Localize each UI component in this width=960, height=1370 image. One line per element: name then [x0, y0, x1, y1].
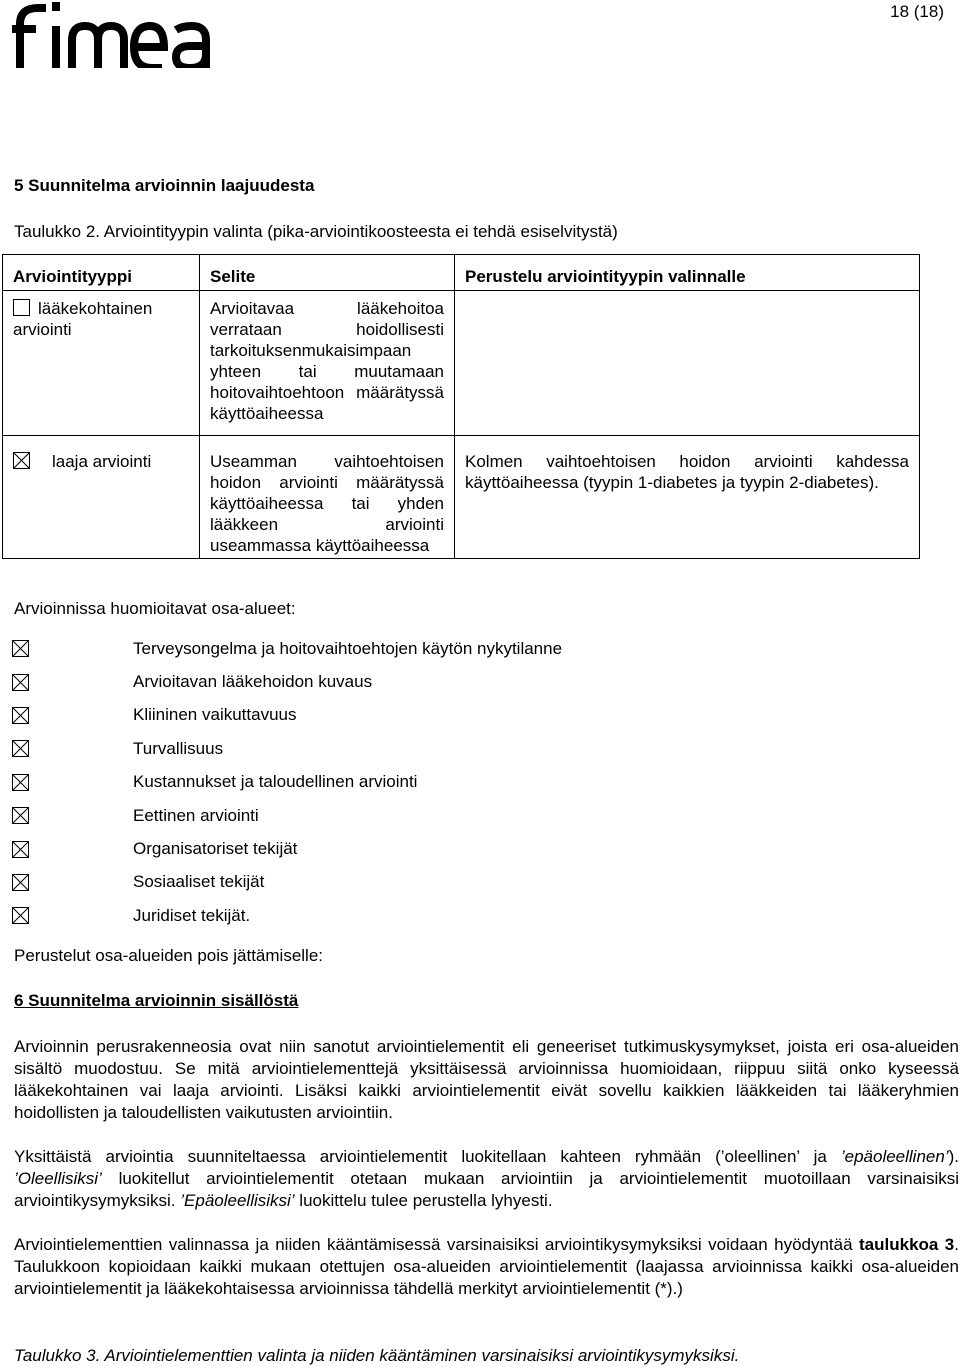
type-label: laaja arviointi [52, 452, 152, 471]
area-label: Juridiset tekijät. [133, 905, 251, 925]
area-label: Turvallisuus [133, 738, 224, 758]
list-item [12, 699, 562, 732]
checkbox-checked-icon[interactable] [12, 674, 29, 691]
area-label: Sosiaaliset tekijät [133, 872, 265, 892]
area-label: Kustannukset ja taloudellinen arviointi [133, 772, 418, 792]
fimea-logo [12, 2, 217, 68]
checkbox-checked-icon[interactable] [12, 841, 29, 858]
list-item [12, 732, 562, 765]
checkbox-checked-icon[interactable] [12, 640, 29, 657]
area-label: Arvioitavan lääkehoidon kuvaus [133, 672, 373, 692]
section-6-heading: 6 Suunnitelma arvioinnin sisällöstä [14, 991, 299, 1010]
list-item [12, 766, 562, 799]
list-item [12, 832, 562, 865]
header-type: Arviointityyppi [3, 255, 200, 291]
list-item [12, 866, 562, 899]
table-3-caption: Taulukko 3. Arviointielementtien valinta ja niiden kääntäminen varsinaisiksi arviointikysymyksiksi. [14, 1346, 740, 1365]
checkbox-checked-icon[interactable] [13, 452, 30, 469]
area-label: Terveysongelma ja hoitovaihtoehtojen käytön nykytilanne [133, 638, 563, 658]
area-label: Organisatoriset tekijät [133, 839, 298, 859]
paragraph-1: Arvioinnin perusrakenneosia ovat niin sanotut arviointielementit eli geneeriset tutkimuskysymykset, joista eri osa-alueiden sisältö muodostuu. Se mitä arviointielementtejä yksittäisessä arvioinnissa huomioidaan, riippuu siitä onko kyseessä lääkekohtainen vai laaja arviointi. Lisäksi kaikki arviointielementit eivät sovellu kaikkien lääkkeiden tai lääkeryhmien hoidollisten ja taloudellisten vaikutusten arviointiin. [14, 1037, 959, 1122]
type-rationale [455, 291, 920, 436]
list-item [12, 799, 562, 832]
header-description: Selite [200, 255, 455, 291]
table-2-caption: Taulukko 2. Arviointityypin valinta (pika-arviointikoosteesta ei tehdä esiselvitystä) [14, 222, 618, 241]
paragraph-3: Arviointielementtien valinnassa ja niiden kääntämisessä varsinaisiksi arviointikysymyksiksi voidaan hyödyntää taulukkoa 3. Taulukkoon kopioidaan kaikki mukaan otettujen osa-alueiden arviointielementit (laajassa arvioinnissa kaikki osa-alueiden arviointielementit ja lääkekohtaisessa arvioinnissa tähdellä merkityt arviointielementit (*).) [14, 1235, 959, 1298]
list-item [12, 899, 562, 932]
area-label: Kliininen vaikuttavuus [133, 705, 297, 725]
type-rationale: Kolmen vaihtoehtoisen hoidon arviointi kahdessa käyttöaiheessa (tyypin 1-diabetes ja tyypin 2-diabetes). [455, 436, 920, 559]
table-row [3, 436, 920, 559]
section-5-heading: 5 Suunnitelma arvioinnin laajuudesta [14, 176, 315, 195]
table-header-row [3, 255, 920, 291]
exclusion-rationale-label: Perustelut osa-alueiden pois jättämiselle: [14, 946, 324, 965]
checkbox-checked-icon[interactable] [12, 740, 29, 757]
type-description: Useamman vaihtoehtoisen hoidon arviointi määrätyssä käyttöaiheessa tai yhden lääkkeen arviointi useammassa käyttöaiheessa [200, 436, 455, 559]
header-rationale: Perustelu arviointityypin valinnalle [455, 255, 920, 291]
checkbox-checked-icon[interactable] [12, 774, 29, 791]
checkbox-unchecked-icon[interactable] [13, 299, 30, 316]
table-row [3, 291, 920, 436]
paragraph-2: Yksittäistä arviointia suunniteltaessa arviointielementit luokitellaan kahteen ryhmään (’oleellinen’ ja ’epäoleellinen’). ’Oleellisiksi’ luokitellut arviointielementit otetaan mukaan arviointiin ja arviointielementit muotoillaan varsinaisiksi arviointikysymyksiksi. ’Epäoleellisiksi’ luokittelu tulee perustella lyhyesti. [14, 1147, 959, 1210]
type-label: lääkekohtainen arviointi [13, 299, 153, 339]
checkbox-checked-icon[interactable] [12, 807, 29, 824]
areas-checklist [12, 632, 562, 933]
areas-title: Arvioinnissa huomioitavat osa-alueet: [14, 599, 296, 618]
type-description: Arvioitavaa lääkehoitoa verrataan hoidollisesti tarkoituksenmukaisimpaan yhteen tai muutamaan hoitovaihtoehtoon määrätyssä käyttöaiheessa [200, 291, 455, 436]
list-item [12, 632, 562, 665]
area-label: Eettinen arviointi [133, 805, 259, 825]
checkbox-checked-icon[interactable] [12, 907, 29, 924]
evaluation-type-table [2, 254, 920, 559]
checkbox-checked-icon[interactable] [12, 874, 29, 891]
checkbox-checked-icon[interactable] [12, 707, 29, 724]
list-item [12, 665, 562, 698]
page-number: 18 (18) [890, 2, 944, 21]
